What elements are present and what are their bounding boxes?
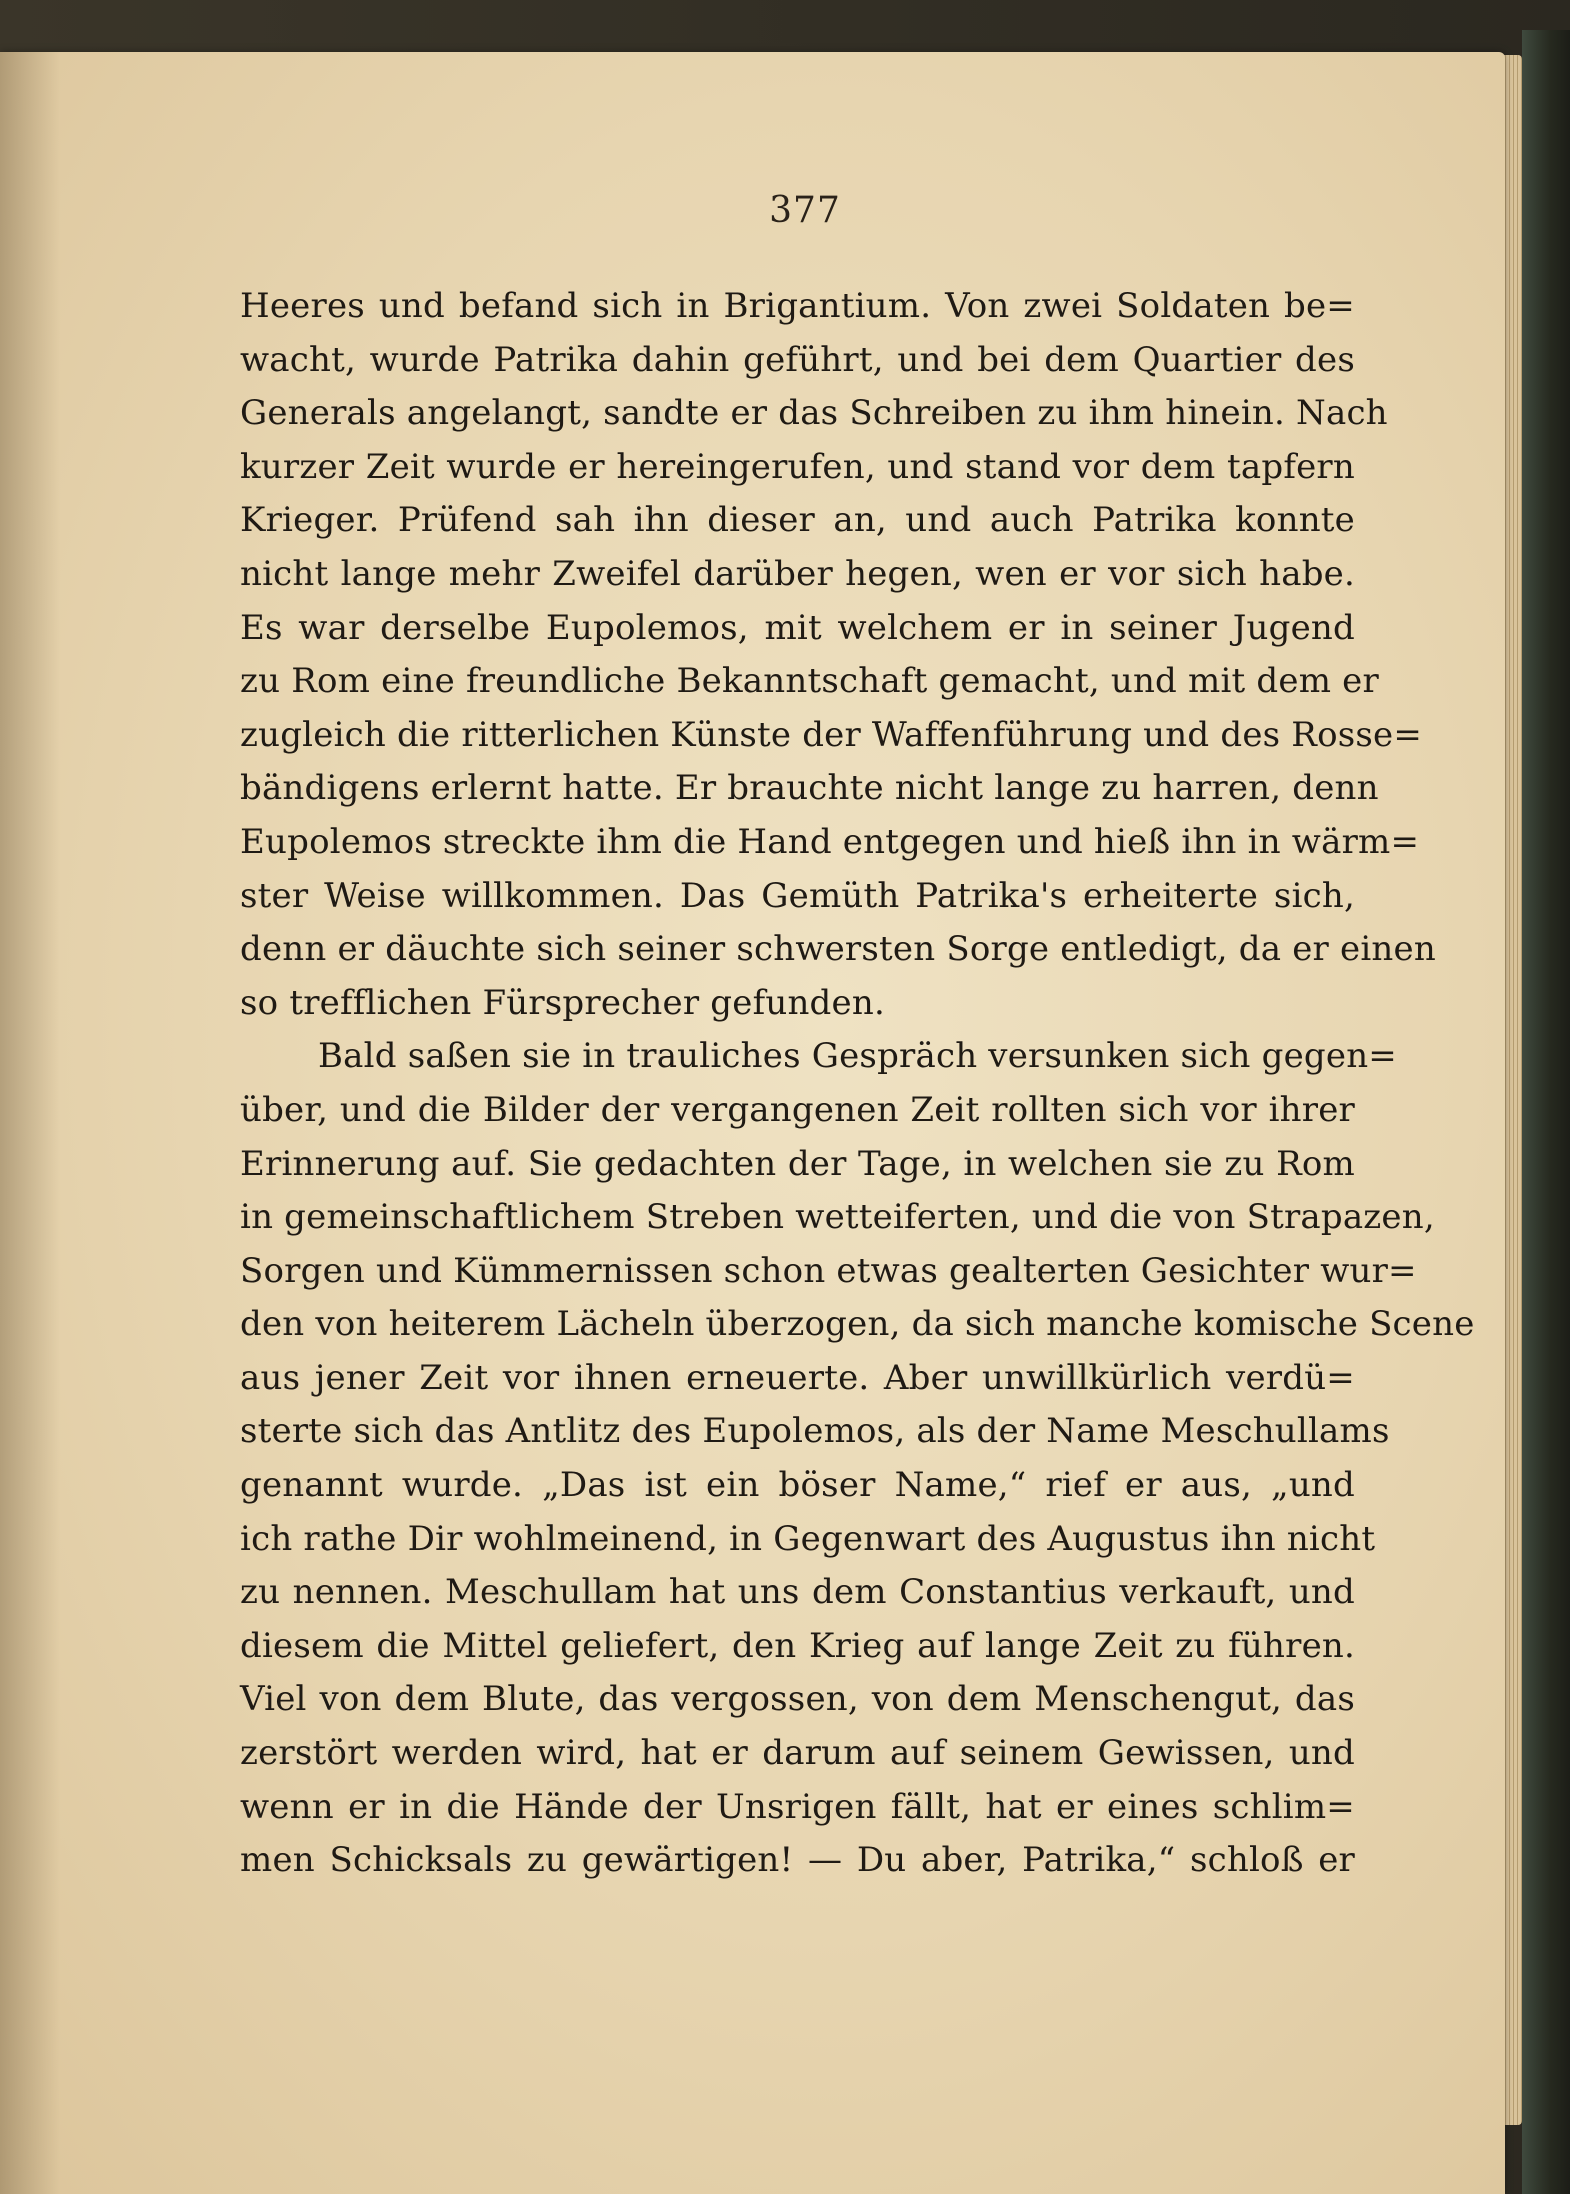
text-line: den von heiterem Lächeln überzogen, da sich manche komische Scene (240, 1304, 1475, 1345)
text-line: in gemeinschaftlichem Streben wetteiferten, und die von Strapazen, (240, 1197, 1435, 1238)
text-line: nicht lange mehr Zweifel darüber hegen, wen er vor sich habe. (240, 553, 1355, 594)
text-line: Eupolemos streckte ihm die Hand entgegen und hieß ihn in wärm= (240, 821, 1420, 862)
text-line: zugleich die ritterlichen Künste der Waffenführung und des Rosse= (240, 714, 1423, 755)
body-text (240, 280, 1475, 1888)
text-line: aus jener Zeit vor ihnen erneuerte. Aber unwillkürlich verdü= (240, 1357, 1355, 1398)
text-line: Erinnerung auf. Sie gedachten der Tage, in welchen sie zu Rom (240, 1143, 1355, 1184)
text-line: genannt wurde. „Das ist ein böser Name,“ rief er aus, „und (240, 1465, 1355, 1506)
text-line: Heeres und befand sich in Brigantium. Von zwei Soldaten be= (240, 286, 1355, 326)
text-line: wenn er in die Hände der Unsrigen fällt, hat er eines schlim= (240, 1786, 1355, 1827)
text-line: Es war derselbe Eupolemos, mit welchem er in seiner Jugend (240, 607, 1355, 648)
text-line: men Schicksals zu gewärtigen! — Du aber, Patrika,“ schloß er (240, 1840, 1355, 1881)
text-line: ster Weise willkommen. Das Gemüth Patrika's erheiterte sich, (240, 875, 1355, 916)
text-line: Sorgen und Kümmernissen schon etwas gealterten Gesichter wur= (240, 1250, 1417, 1291)
text-line: kurzer Zeit wurde er hereingerufen, und stand vor dem tapfern (240, 446, 1355, 487)
text-line: ich rathe Dir wohlmeinend, in Gegenwart des Augustus ihn nicht (240, 1518, 1376, 1559)
text-line: zerstört werden wird, hat er darum auf seinem Gewissen, und (240, 1733, 1355, 1774)
text-line: über, und die Bilder der vergangenen Zeit rollten sich vor ihrer (240, 1089, 1355, 1130)
text-line: wacht, wurde Patrika dahin geführt, und bei dem Quartier des (240, 339, 1355, 380)
text-line: diesem die Mittel geliefert, den Krieg auf lange Zeit zu führen. (240, 1625, 1355, 1666)
text-line: denn er däuchte sich seiner schwersten Sorge entledigt, da er einen (240, 929, 1436, 970)
text-line: sterte sich das Antlitz des Eupolemos, als der Name Meschullams (240, 1411, 1390, 1452)
text-line: bändigens erlernt hatte. Er brauchte nicht lange zu harren, denn (240, 768, 1379, 809)
book-cover-edge (1522, 30, 1570, 2194)
text-line: zu Rom eine freundliche Bekanntschaft gemacht, und mit dem er (240, 661, 1379, 702)
text-line: so trefflichen Fürsprecher gefunden. (240, 982, 885, 1023)
text-line: zu nennen. Meschullam hat uns dem Constantius verkauft, und (240, 1572, 1355, 1613)
gutter-shadow (0, 52, 60, 2194)
text-line: Bald saßen sie in trauliches Gespräch versunken sich gegen= (318, 1036, 1397, 1077)
page-number: 377 (769, 190, 841, 231)
text-line: Generals angelangt, sandte er das Schreiben zu ihm hinein. Nach (240, 393, 1388, 434)
text-line: Viel von dem Blute, das vergossen, von dem Menschengut, das (240, 1679, 1355, 1720)
text-line: Krieger. Prüfend sah ihn dieser an, und auch Patrika konnte (240, 500, 1355, 541)
